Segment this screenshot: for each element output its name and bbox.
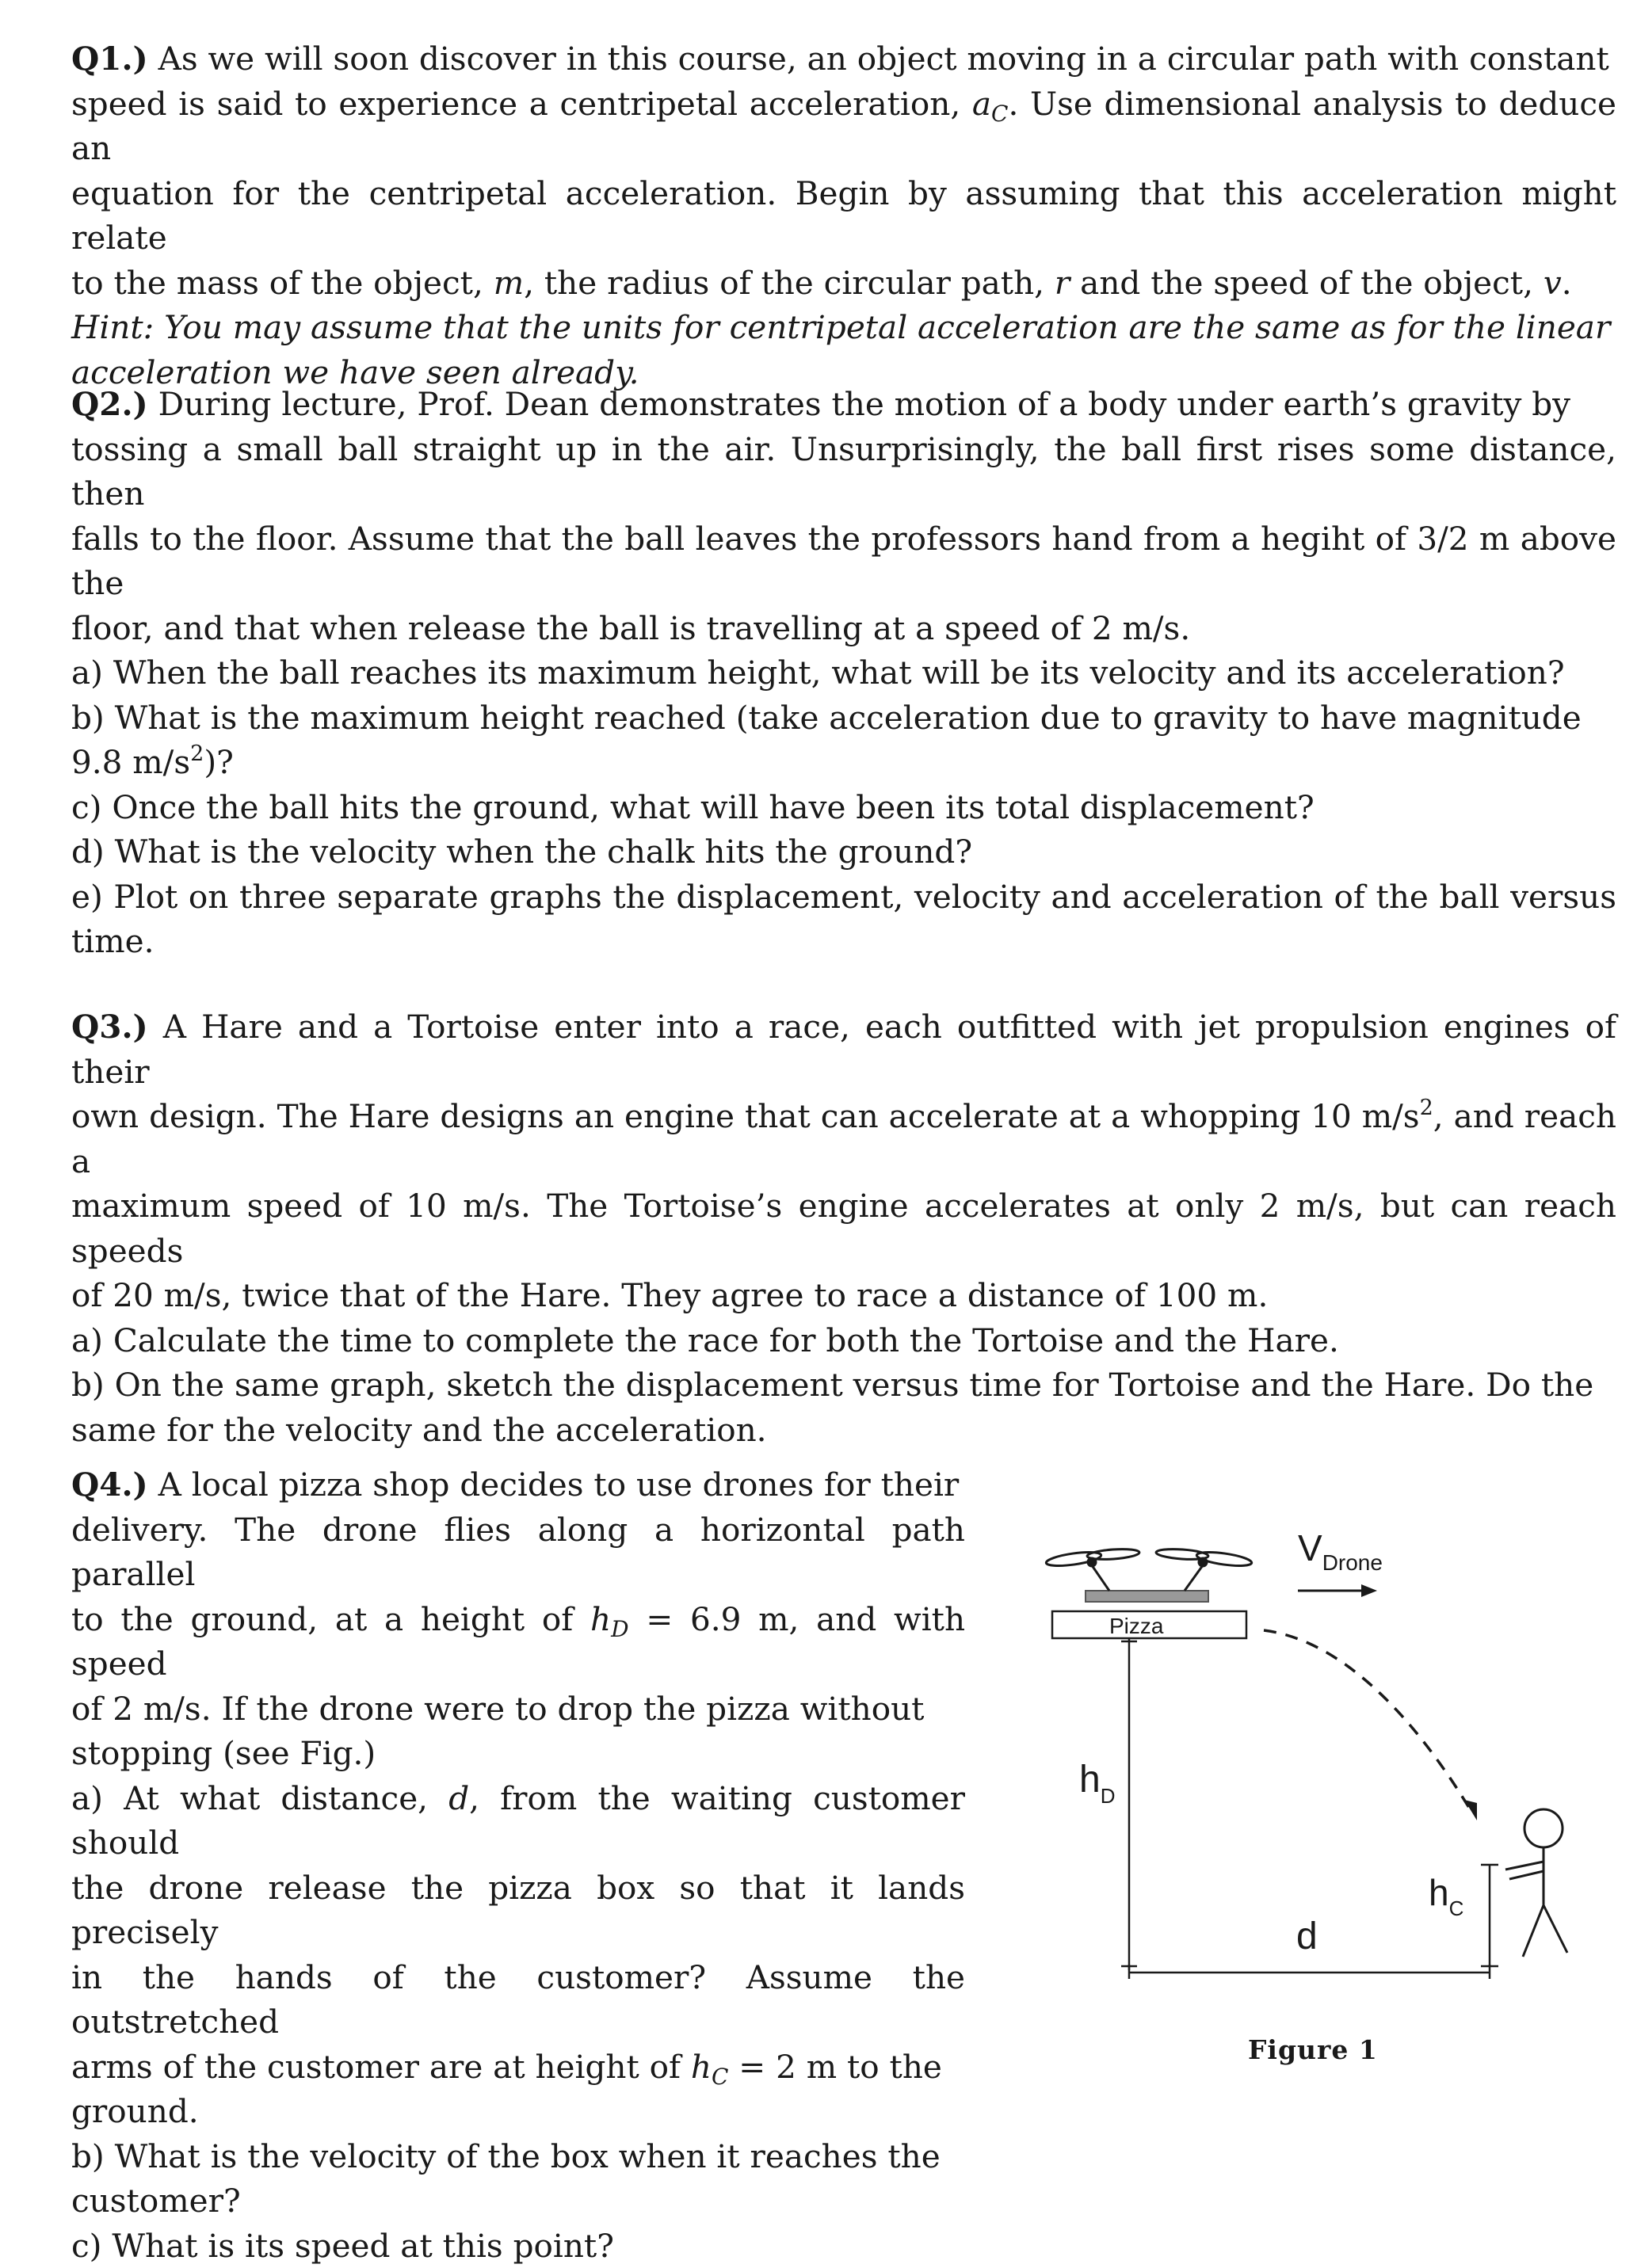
q4-part-a: = 2 m to the [738,2047,942,2086]
math-symbol: m [493,263,525,302]
hd-label: $h_D$ [1079,1759,1116,1808]
math-symbol: v [1543,263,1562,302]
trajectory-arrowhead [1464,1800,1477,1820]
question-3 [71,1004,1616,1452]
math-subscript: C [991,100,1009,127]
q2-part-b: )? [204,743,234,781]
math-symbol: d [448,1778,470,1817]
q4-text: to the ground, at a height of [71,1599,574,1638]
q4-part-a: arms of the customer are at height of [71,2047,681,2086]
trajectory-path [1264,1630,1471,1810]
q2-part-c: c) Once the ball hits the ground, what will have been its total displacement? [71,787,1315,826]
q1-text: . [1561,263,1572,302]
q4-text: A local pizza shop decides to use drones for their [158,1466,960,1504]
question-label: Q2.) [71,385,148,423]
q4-part-a: , from the waiting customer should [71,1778,966,1862]
q2-part-e: e) Plot on three separate graphs the displacement, velocity and acceleration of the ball versus time. [71,877,1616,960]
math-superscript: 2 [190,741,204,766]
q4-part-b: customer? [71,2182,241,2220]
q2-text: During lecture, Prof. Dean demonstrates the motion of a body under earth’s gravity by [158,385,1571,423]
math-symbol: h [590,1599,612,1638]
q3-part-b: b) On the same graph, sketch the displacement versus time for Tortoise and the Hare. Do the [71,1366,1594,1404]
question-label: Q3.) [71,1008,148,1046]
q3-text: , and reach a [71,1097,1616,1180]
q2-text: floor, and that when release the ball is travelling at a speed of 2 m/s. [71,608,1191,647]
math-symbol: h [690,2047,712,2086]
d-label: d [1296,1915,1318,1957]
q2-part-d: d) What is the velocity when the chalk hits the ground? [71,833,973,871]
q4-part-c: c) What is its speed at this point? [71,2226,614,2265]
q1-text: equation for the centripetal acceleration. Begin by assuming that this acceleration might relate [71,173,1616,257]
drone-diagram [998,1505,1616,2076]
math-symbol: r [1054,263,1070,302]
q4-part-a: a) At what distance, [71,1778,429,1817]
q1-text: As we will soon discover in this course, an object moving in a circular path with constant [158,40,1609,78]
q4-part-a: the drone release the pizza box so that it lands precisely [71,1868,965,1951]
velocity-arrowhead [1361,1584,1377,1597]
math-subscript: C [711,2063,729,2090]
q1-text: speed is said to experience a centripetal acceleration, [71,84,961,123]
q4-text: of 2 m/s. If the drone were to drop the pizza without [71,1689,925,1728]
question-label: Q4.) [71,1466,148,1504]
customer-icon [1505,1809,1567,1957]
q2-part-a: a) When the ball reaches its maximum height, what will be its velocity and its acceleration? [71,654,1565,692]
question-2 [71,382,1616,964]
q4-part-b: b) What is the velocity of the box when it reaches the [71,2136,941,2175]
question-1 [71,36,1616,395]
question-4 [71,1462,965,2268]
q1-text: , the radius of the circular path, [524,263,1045,302]
q4-part-a: in the hands of the customer? Assume the outstretched [71,1957,965,2041]
q2-text: falls to the floor. Assume that the ball leaves the professors hand from a hegiht of 3/2 m above the [71,519,1616,602]
hc-label: $h_C$ [1429,1872,1464,1920]
question-label: Q1.) [71,40,148,78]
q4-text: = 6.9 m, and with speed [71,1599,966,1683]
q2-part-b: b) What is the maximum height reached (take acceleration due to gravity to have magnitude [71,698,1582,737]
q3-text: own design. The Hare designs an engine that can accelerate at a whopping 10 m/s [71,1097,1420,1135]
q3-part-a: a) Calculate the time to complete the race for both the Tortoise and the Hare. [71,1321,1339,1359]
q4-part-a: ground. [71,2092,199,2130]
velocity-label: $V_{Drone}$ [1298,1527,1383,1575]
q1-text: to the mass of the object, [71,263,483,302]
math-symbol: a [971,84,992,123]
q2-part-b: 9.8 m/s [71,743,191,781]
q3-part-b: same for the velocity and the acceleration. [71,1410,767,1449]
math-superscript: 2 [1419,1096,1433,1120]
math-subscript: D [611,1615,629,1642]
q4-text: stopping (see Fig.) [71,1734,376,1772]
q3-text: A Hare and a Tortoise enter into a race, each outfitted with jet propulsion engines of their [71,1008,1617,1091]
q1-text: . Use dimensional analysis to deduce an [71,84,1617,167]
pizza-label: Pizza [1109,1614,1164,1638]
q4-text: delivery. The drone flies along a horizontal path parallel [71,1510,965,1593]
figure-caption: Figure 1 [1248,2034,1378,2065]
q3-text: maximum speed of 10 m/s. The Tortoise’s engine accelerates at only 2 m/s, but can reach speeds [71,1187,1616,1270]
q1-hint: Hint: You may assume that the units for centripetal acceleration are the same as for the linear [71,308,1611,346]
q1-hint: acceleration we have seen already. [71,353,639,391]
q2-text: tossing a small ball straight up in the air. Unsurprisingly, the ball first rises some distance, then [71,429,1616,513]
q3-text: of 20 m/s, twice that of the Hare. They agree to race a distance of 100 m. [71,1276,1269,1314]
q1-text: and the speed of the object, [1080,263,1533,302]
drone-icon [1045,1548,1252,1602]
